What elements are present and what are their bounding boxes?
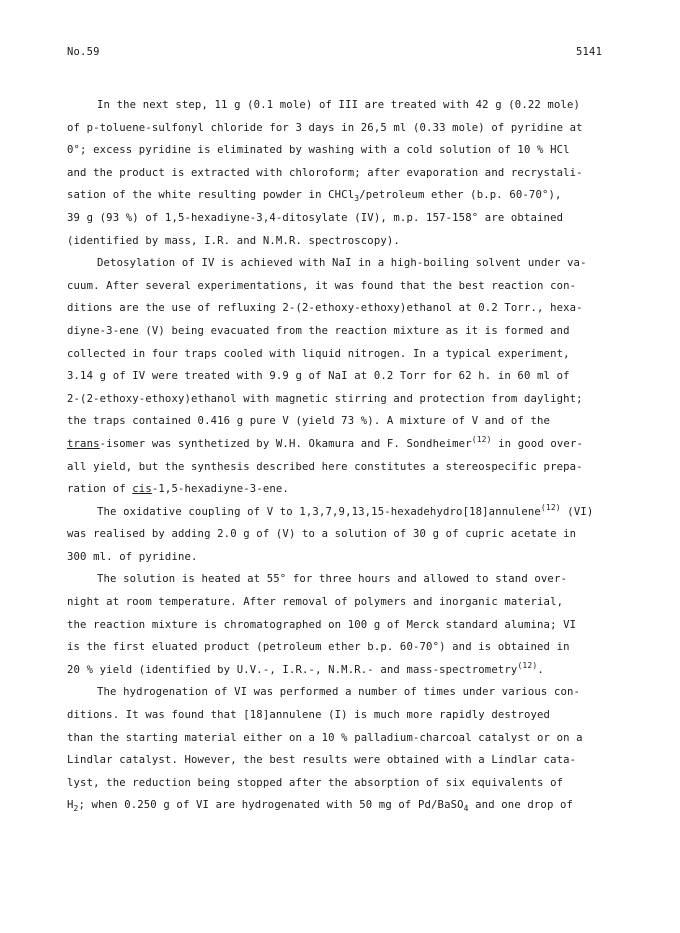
text-line [67, 794, 627, 817]
text-segment: /petroleum ether (b.p. 60-70°), [359, 189, 562, 202]
text-line: the reaction mixture is chromatographed on 100 g of Merck standard alumina; VI [67, 618, 577, 631]
text-segment: The oxidative coupling of V to 1,3,7,9,13,15-hexadehydro[18]annulene [97, 505, 541, 518]
text-line: diyne-3-ene (V) being evacuated from the reaction mixture as it is formed and [67, 324, 570, 337]
text-line [67, 184, 627, 207]
text-line [67, 433, 627, 456]
text-segment: -isomer was synthetized by W.H. Okamura and F. Sondheimer [99, 437, 472, 450]
text-line: Lindlar catalyst. However, the best results were obtained with a Lindlar cata- [67, 754, 577, 767]
text-segment: 20 % yield (identified by U.V.-, I.R.-, N.M.R.- and mass-spectrometry [67, 663, 518, 676]
citation: (12) [517, 660, 538, 670]
text-segment: -1,5-hexadiyne-3-ene. [151, 483, 289, 496]
text-line: 300 ml. of pyridine. [67, 550, 198, 563]
text-segment: sation of the white resulting powder in CHCl [67, 189, 355, 202]
subscript: 3 [354, 194, 360, 204]
text-line: ditions are the use of refluxing 2-(2-ethoxy-ethoxy)ethanol at 0.2 Torr., hexa- [67, 302, 583, 315]
underlined-term: cis [132, 483, 152, 496]
body-text [67, 94, 627, 817]
subscript: 4 [463, 804, 469, 814]
text-segment: (VI) [560, 505, 594, 518]
text-line: lyst, the reduction being stopped after the absorption of six equivalents of [67, 776, 564, 789]
text-line: cuum. After several experimentations, it was found that the best reaction con- [67, 279, 577, 292]
text-line: of p-toluene-sulfonyl chloride for 3 days in 26,5 ml (0.33 mole) of pyridine at [67, 121, 583, 134]
text-line [67, 478, 627, 501]
text-line: was realised by adding 2.0 g of (V) to a solution of 30 g of cupric acetate in [67, 528, 577, 541]
text-line: the traps contained 0.416 g pure V (yield 73 %). A mixture of V and of the [67, 415, 551, 428]
text-line: 3.14 g of IV were treated with 9.9 g of NaI at 0.2 Torr for 62 h. in 60 ml of [67, 370, 570, 383]
text-line: Detosylation of IV is achieved with NaI in a high-boiling solvent under va- [97, 257, 587, 270]
text-line: 2-(2-ethoxy-ethoxy)ethanol with magnetic stirring and protection from daylight; [67, 392, 583, 405]
text-segment: and one drop of [468, 799, 574, 812]
text-segment: H [67, 799, 74, 812]
underlined-term: trans [67, 437, 100, 450]
text-line [67, 659, 627, 682]
citation: (12) [540, 502, 561, 512]
subscript: 2 [73, 804, 79, 814]
text-line: than the starting material either on a 10 % palladium-charcoal catalyst or on a [67, 731, 583, 744]
text-line: collected in four traps cooled with liquid nitrogen. In a typical experiment, [67, 347, 570, 360]
text-line: is the first eluated product (petroleum ether b.p. 60-70°) and is obtained in [67, 641, 570, 654]
text-line: 39 g (93 %) of 1,5-hexadiyne-3,4-ditosylate (IV), m.p. 157-158° are obtained [67, 211, 564, 224]
text-line: (identified by mass, I.R. and N.M.R. spectroscopy). [67, 234, 400, 247]
text-line: and the product is extracted with chloroform; after evaporation and recrystali- [67, 166, 583, 179]
text-line [67, 501, 627, 524]
text-segment: ; when 0.250 g of VI are hydrogenated with 50 mg of Pd/BaSO [78, 799, 464, 812]
text-line: all yield, but the synthesis described here constitutes a stereospecific prepa- [67, 460, 583, 473]
citation: (12) [471, 434, 492, 444]
text-line: The solution is heated at 55° for three hours and allowed to stand over- [97, 573, 568, 586]
text-segment: ration of [67, 483, 133, 496]
text-line: night at room temperature. After removal of polymers and inorganic material, [67, 596, 564, 609]
journal-number: No.59 [67, 46, 100, 58]
text-segment: in good over- [491, 437, 584, 450]
text-line: The hydrogenation of VI was performed a number of times under various con- [97, 686, 581, 699]
text-line: In the next step, 11 g (0.1 mole) of III are treated with 42 g (0.22 mole) [97, 99, 581, 111]
text-line: ditions. It was found that [18]annulene (I) is much more rapidly destroyed [67, 709, 551, 722]
text-segment: . [537, 663, 544, 676]
page-number: 5141 [576, 46, 603, 58]
text-line: 0°; excess pyridine is eliminated by washing with a cold solution of 10 % HCl [67, 144, 570, 157]
